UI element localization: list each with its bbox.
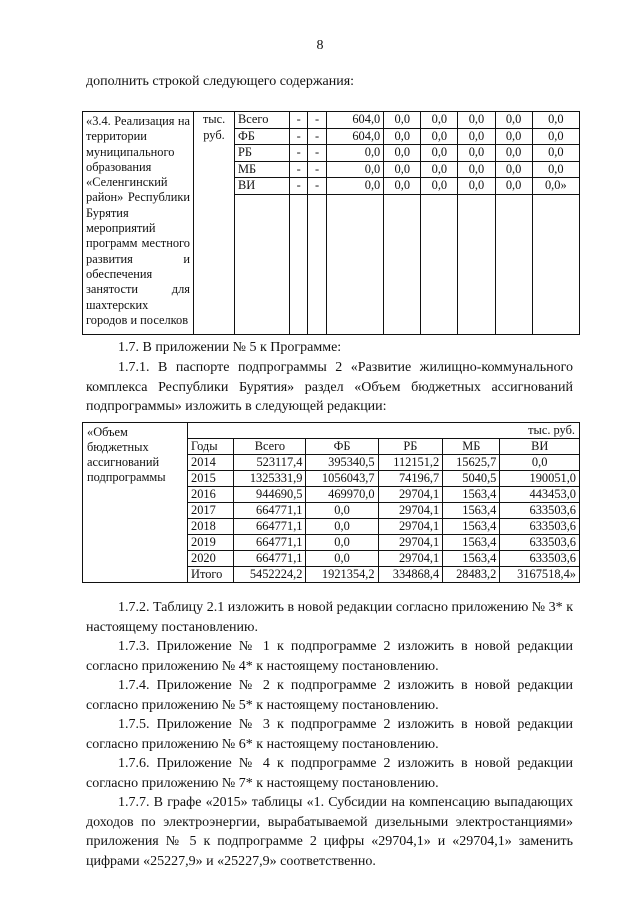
table1-unit: тыс. руб. [194, 112, 235, 335]
table1-cell: - [290, 145, 308, 162]
table1-cell: 0,0 [495, 178, 532, 195]
table1-cell: 0,0 [495, 161, 532, 178]
table2-cell: 633503,6 [500, 535, 580, 551]
table1-cell: 0,0 [532, 112, 579, 129]
table2-cell: 469970,0 [306, 487, 378, 503]
page-number: 8 [316, 38, 324, 53]
table2-description: «Объем бюджетных ассигнований подпрограммы [83, 423, 188, 583]
table1-cell: 0,0 [532, 128, 579, 145]
table2-cell: 29704,1 [378, 487, 443, 503]
table1-empty-cell [532, 194, 579, 334]
table2-cell: 15625,7 [443, 455, 500, 471]
table2-year: 2020 [188, 551, 234, 567]
table1-cell: - [290, 178, 308, 195]
table2-cell: 1563,4 [443, 503, 500, 519]
table2-total-label: Итого [188, 567, 234, 583]
table1-cell: 0,0 [421, 178, 458, 195]
table2-cell: 1325331,9 [234, 471, 306, 487]
table1-cell: 0,0 [384, 112, 421, 129]
table1-label: РБ [235, 145, 290, 162]
table1-cell: 0,0 [495, 112, 532, 129]
table1-cell: 604,0 [326, 128, 384, 145]
table2-cell: 190051,0 [500, 471, 580, 487]
table2-cell: 0,0 [306, 503, 378, 519]
table2-cell: 5040,5 [443, 471, 500, 487]
table2-year: 2015 [188, 471, 234, 487]
table2-cell: 5452224,2 [234, 567, 306, 583]
table2-cell: 0,0 [306, 535, 378, 551]
table2-header: ВИ [500, 439, 580, 455]
table2-cell: 443453,0 [500, 487, 580, 503]
table2-cell: 664771,1 [234, 551, 306, 567]
table2-cell: 633503,6 [500, 551, 580, 567]
table1-cell: 0,0 [458, 112, 495, 129]
table1-cell: 0,0 [384, 145, 421, 162]
table1-cell: - [290, 112, 308, 129]
table1-cell: 0,0 [384, 128, 421, 145]
table2-cell: 29704,1 [378, 535, 443, 551]
table2-cell: 1563,4 [443, 551, 500, 567]
table2-cell: 664771,1 [234, 503, 306, 519]
table2-header: Всего [234, 439, 306, 455]
paragraph-1-7-2: 1.7.2. Таблицу 2.1 изложить в новой редакции согласно приложению № 3* к настоящему постановлению. [86, 600, 573, 635]
table1-cell: 0,0 [421, 128, 458, 145]
table2-cell: 0,0 [500, 455, 580, 471]
table2-cell: 1056043,7 [306, 471, 378, 487]
table2-cell: 0,0 [306, 551, 378, 567]
table1-cell: - [308, 145, 326, 162]
paragraph-1-7-4: 1.7.4. Приложение № 2 к подпрограмме 2 изложить в новой редакции согласно приложению № 5* к настоящему постановлению. [86, 678, 573, 713]
table1-cell: 0,0» [532, 178, 579, 195]
table2-cell: 1563,4 [443, 535, 500, 551]
table2-cell: 664771,1 [234, 519, 306, 535]
table1-cell: - [308, 128, 326, 145]
table1-cell: - [290, 161, 308, 178]
table1-cell: 0,0 [326, 161, 384, 178]
paragraph-1-7: 1.7. В приложении № 5 к Программе: [118, 340, 342, 355]
table-row [83, 423, 580, 439]
table1-cell: 0,0 [532, 161, 579, 178]
table1-empty-cell [421, 194, 458, 334]
table1-cell: 0,0 [384, 178, 421, 195]
paragraph-1-7-1: 1.7.1. В паспорте подпрограммы 2 «Развитие жилищно-коммунального комплекса Республики Бурятия» раздел «Объем бюджетных ассигнований подпрограммы» изложить в следующей редакции: [86, 360, 573, 414]
table1-empty-cell [326, 194, 384, 334]
table2-cell: 28483,2 [443, 567, 500, 583]
table2-year: 2019 [188, 535, 234, 551]
table2-body [83, 423, 580, 583]
table2-header: Годы [188, 439, 234, 455]
table1-cell: 0,0 [495, 145, 532, 162]
table1-cell: 0,0 [421, 145, 458, 162]
table2-year: 2014 [188, 455, 234, 471]
table2-cell: 1563,4 [443, 519, 500, 535]
paragraph-1-7-7: 1.7.7. В графе «2015» таблицы «1. Субсидии на компенсацию выпадающих доходов по электроэнергии, вырабатываемой дизельными электростанциями» приложения № 5 к подпрограмме 2 цифры «29704,1» и «29704,1» заменить цифрами «25227,9» и «25227,9» соответственно. [86, 795, 573, 869]
table1-cell: 0,0 [384, 161, 421, 178]
paragraph-1-7-6: 1.7.6. Приложение № 4 к подпрограмме 2 изложить в новой редакции согласно приложению № 7* к настоящему постановлению. [86, 756, 573, 791]
table2-cell: 74196,7 [378, 471, 443, 487]
table2-cell: 523117,4 [234, 455, 306, 471]
paragraph-1-7-3: 1.7.3. Приложение № 1 к подпрограмме 2 изложить в новой редакции согласно приложению № 4* к настоящему постановлению. [86, 639, 573, 674]
table1-cell: 0,0 [326, 178, 384, 195]
table1-label: ФБ [235, 128, 290, 145]
intro-text: дополнить строкой следующего содержания: [86, 74, 355, 89]
table2-cell: 334868,4 [378, 567, 443, 583]
table1-cell: 0,0 [326, 145, 384, 162]
table2-cell: 3167518,4» [500, 567, 580, 583]
table1-cell: 604,0 [326, 112, 384, 129]
table1-cell: 0,0 [458, 161, 495, 178]
table1-cell: 0,0 [458, 178, 495, 195]
paragraph-1-7-5: 1.7.5. Приложение № 3 к подпрограмме 2 изложить в новой редакции согласно приложению № 6* к настоящему постановлению. [86, 717, 573, 752]
table1-cell: 0,0 [421, 112, 458, 129]
table2-cell: 664771,1 [234, 535, 306, 551]
table1-empty-cell [308, 194, 326, 334]
table2-cell: 395340,5 [306, 455, 378, 471]
table2-cell: 633503,6 [500, 519, 580, 535]
table-program-row [82, 111, 580, 335]
table2-cell: 112151,2 [378, 455, 443, 471]
table2-year: 2018 [188, 519, 234, 535]
table1-cell: 0,0 [458, 128, 495, 145]
table1-cell: 0,0 [532, 145, 579, 162]
table1-empty-cell [384, 194, 421, 334]
table2-cell: 29704,1 [378, 519, 443, 535]
table2-unit: тыс. руб. [188, 423, 580, 439]
table2-cell: 29704,1 [378, 551, 443, 567]
table1-cell: - [308, 178, 326, 195]
table1-cell: 0,0 [495, 128, 532, 145]
table2-cell: 1563,4 [443, 487, 500, 503]
table1-cell: - [308, 161, 326, 178]
table2-cell: 0,0 [306, 519, 378, 535]
table1-cell: - [308, 112, 326, 129]
table1-cell: 0,0 [458, 145, 495, 162]
table2-cell: 29704,1 [378, 503, 443, 519]
table2-header: МБ [443, 439, 500, 455]
table2-header: ФБ [306, 439, 378, 455]
table2-cell: 944690,5 [234, 487, 306, 503]
table1-label: МБ [235, 161, 290, 178]
table-row [83, 112, 580, 129]
table1-cell: - [290, 128, 308, 145]
table1-cell: 0,0 [421, 161, 458, 178]
table1-label: Всего [235, 112, 290, 129]
table2-header: РБ [378, 439, 443, 455]
table1-description: «3.4. Реализация на территории муниципального образования «Селенгинский район» Республики Бурятия мероприятий программ местного развития и обеспечения занятости для шахтерских городов и поселков [83, 112, 194, 335]
table1-empty-cell [458, 194, 495, 334]
table2-cell: 633503,6 [500, 503, 580, 519]
table1-empty-cell [290, 194, 308, 334]
table1-label: ВИ [235, 178, 290, 195]
table2-year: 2017 [188, 503, 234, 519]
table1-body [83, 112, 580, 335]
table2-year: 2016 [188, 487, 234, 503]
table1-empty-cell [235, 194, 290, 334]
table2-cell: 1921354,2 [306, 567, 378, 583]
table-budget-allocations [82, 422, 580, 583]
table1-empty-cell [495, 194, 532, 334]
